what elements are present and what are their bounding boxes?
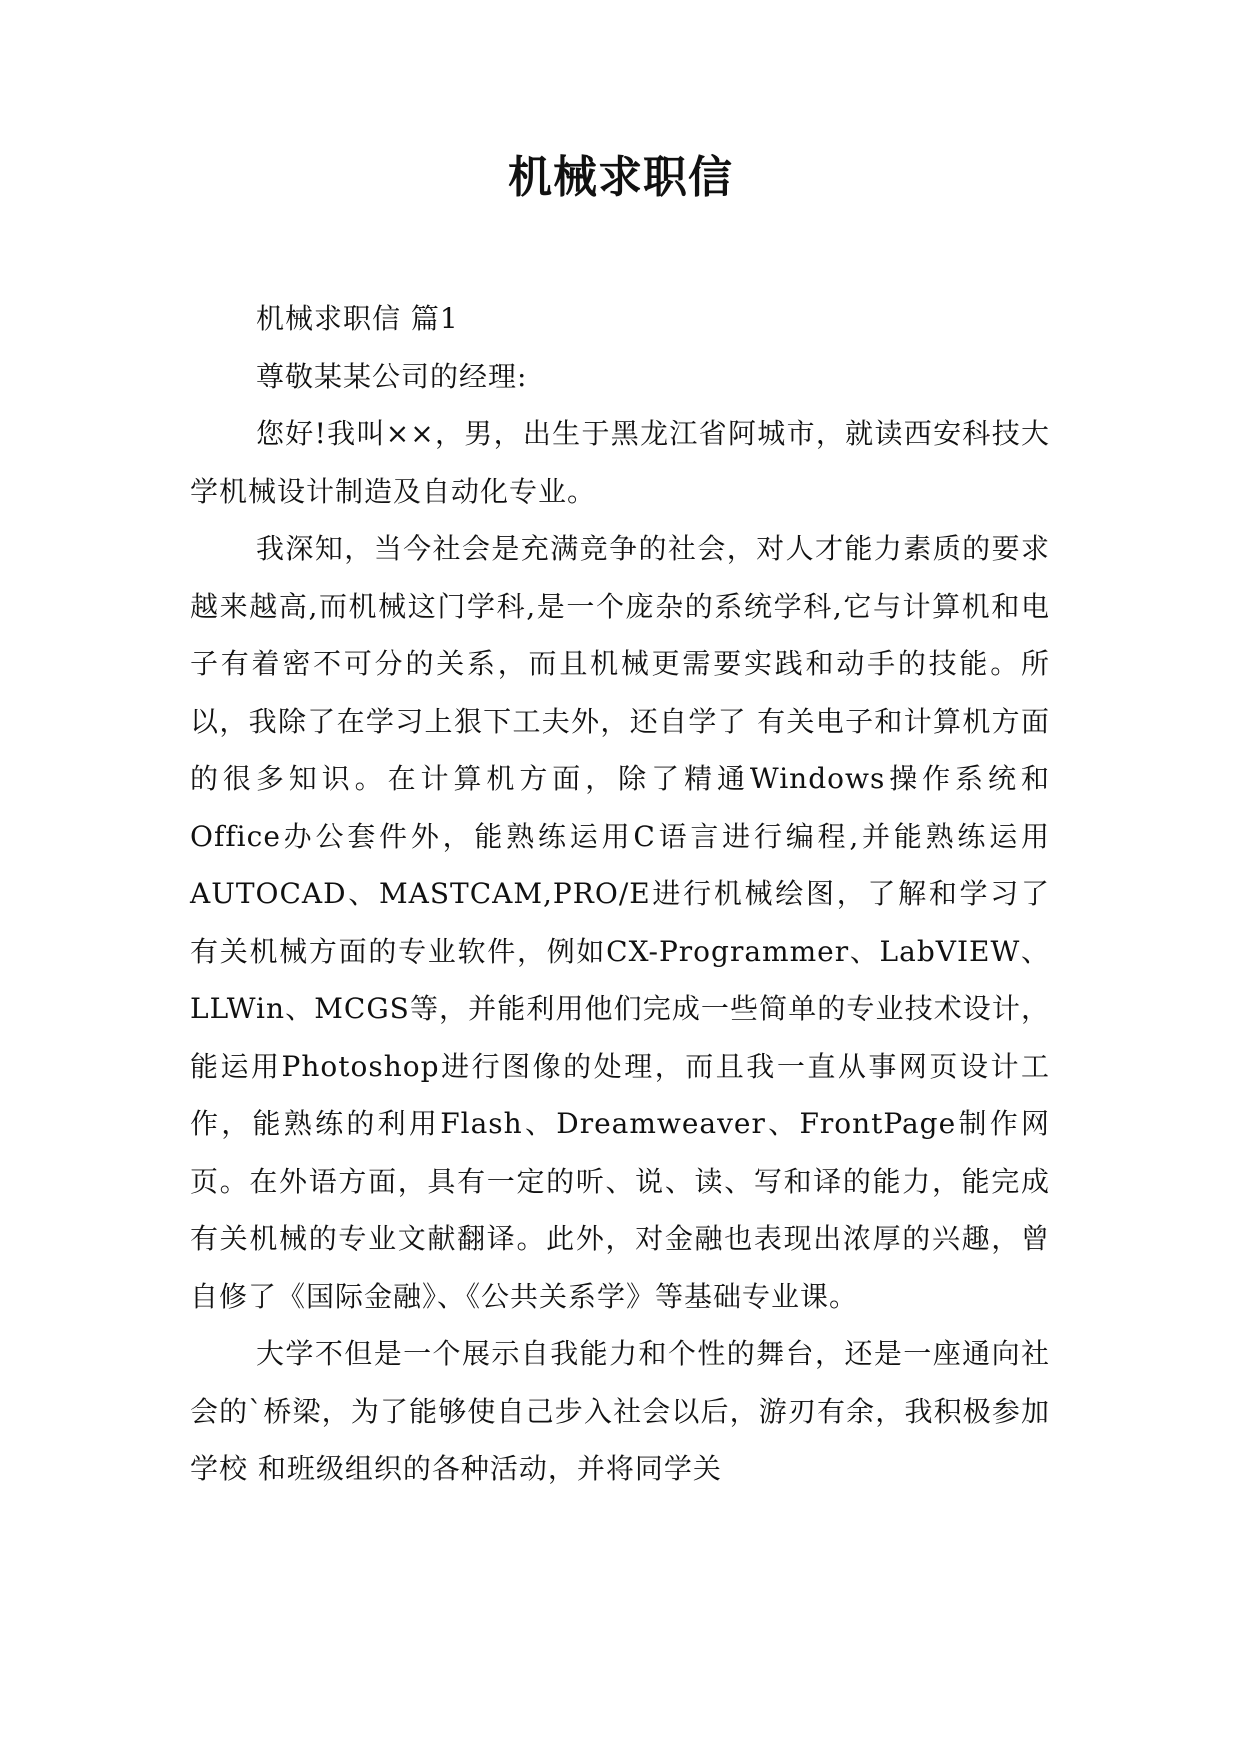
section-heading: 机械求职信 篇1 (256, 302, 459, 335)
document-body (190, 290, 1050, 1498)
salutation: 尊敬某某公司的经理: (256, 359, 528, 393)
body-paragraph-skills: 我深知，当今社会是充满竞争的社会，对人才能力素质的要求越来越高,而机械这门学科,是一个庞杂的系统学科,它与计算机和电子有着密不可分的关系，而且机械更需要实践和动手的技能。所以，我除了在学习上狠下工夫外，还自学了 有关电子和计算机方面的很多知识。在计算机方面，除了精通Windows操作系统和Office办公套件外，能熟练运用C语言进行编程,并能熟练运用AUTOCAD、MASTCAM,PRO/E进行机械绘图，了解和学习了有关机械方面的专业软件，例如CX-Programmer、LabVIEW、LLWin、MCGS等，并能利用他们完成一些简单的专业技术设计，能运用Photoshop进行图像的处理，而且我一直从事网页设计工作，能熟练的利用Flash、Dreamweaver、FrontPage制作网页。在外语方面，具有一定的听、说、读、写和译的能力，能完成有关机械的专业文献翻译。此外，对金融也表现出浓厚的兴趣，曾自修了《国际金融》、《公共关系学》等基础专业课。 (190, 532, 1050, 1313)
document-title: 机械求职信 (508, 152, 733, 203)
body-paragraph-intro: 您好!我叫××，男，出生于黑龙江省阿城市，就读西安科技大学机械设计制造及自动化专业。 (190, 417, 1050, 508)
body-paragraph-activities: 大学不但是一个展示自我能力和个性的舞台，还是一座通向社会的`桥梁，为了能够使自己步入社会以后，游刃有余，我积极参加学校 和班级组织的各种活动，并将同学关 (190, 1337, 1050, 1485)
